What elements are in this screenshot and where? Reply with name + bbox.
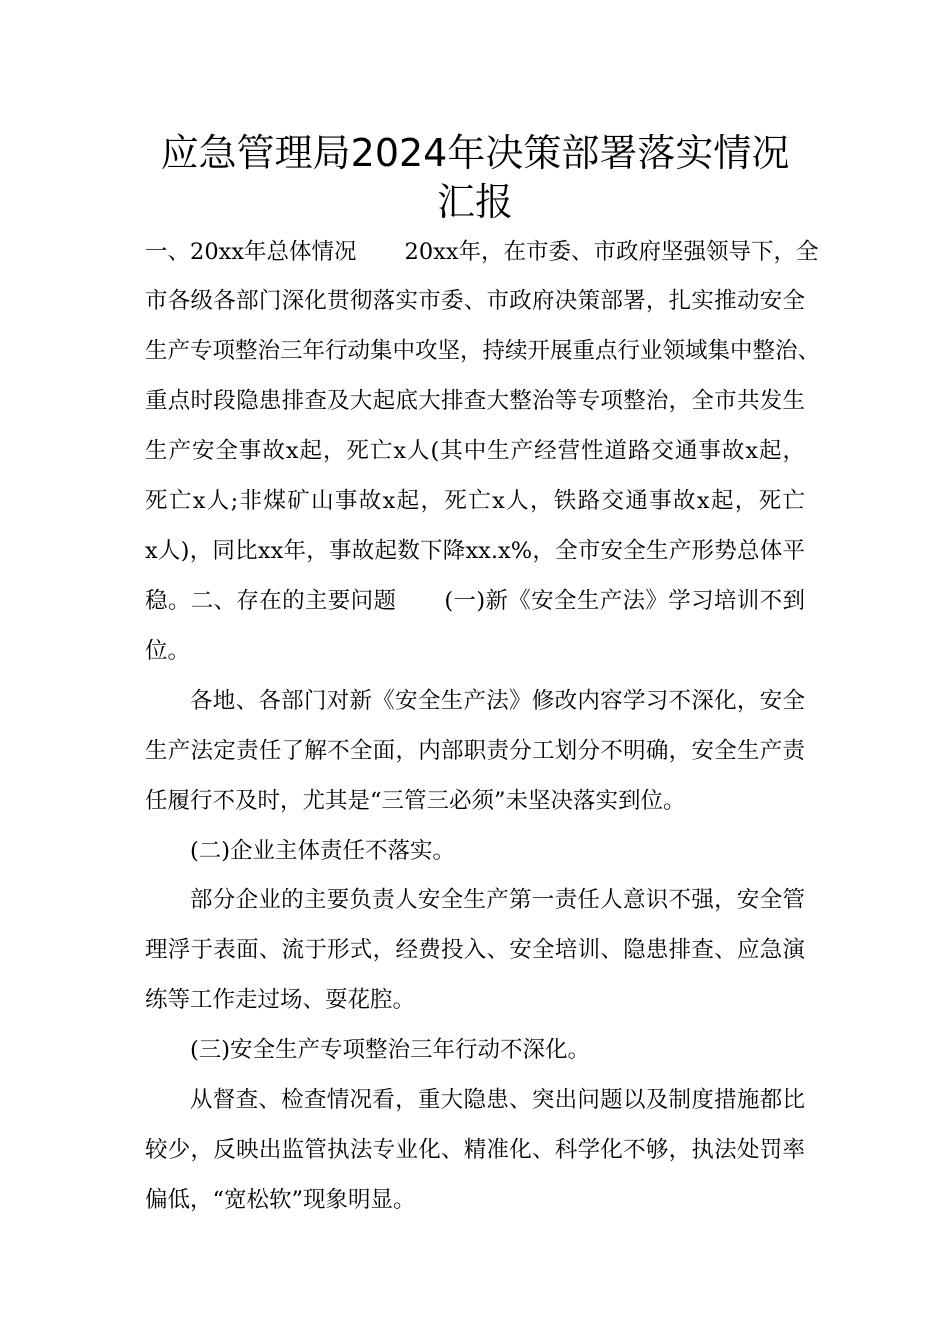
body-line (145, 235, 819, 269)
body-line: 生产专项整治三年行动集中攻坚，持续开展重点行业领域集中整治、 (145, 338, 821, 364)
body-line: 死亡x人;非煤矿山事故x起，死亡x人，铁路交通事故x起，死亡 (145, 488, 805, 514)
body-text: 20xx年，在市委、市政府坚强领导下，全 (404, 239, 819, 265)
paragraph-first-line: 从督查、检查情况看，重大隐患、突出问题以及制度措施都比 (190, 1087, 805, 1113)
body-line: x人)，同比xx年，事故起数下降xx.x%，全市安全生产形势总体平 (145, 538, 805, 564)
section-heading-overview: 一、20xx年总体情况 (145, 239, 357, 265)
body-line: 位。 (145, 638, 191, 664)
subheading-two: (二)企业主体责任不落实。 (190, 838, 456, 864)
body-line: 市各级各部门深化贯彻落实市委、市政府决策部署，扎实推动安全 (145, 288, 805, 314)
body-line: 偏低，“宽松软”现象明显。 (145, 1187, 416, 1213)
body-line: 理浮于表面、流于形式，经费投入、安全培训、隐患排查、应急演 (145, 937, 805, 963)
body-line: 生产安全事故x起，死亡x人(其中生产经营性道路交通事故x起， (145, 438, 805, 464)
body-line: 任履行不及时，尤其是“三管三必须”未坚决落实到位。 (145, 788, 686, 814)
body-line: 重点时段隐患排查及大起底大排查大整治等专项整治，全市共发生 (145, 388, 805, 414)
section-heading-problems: 稳。二、存在的主要问题 (145, 588, 397, 614)
body-line: 练等工作走过场、耍花腔。 (145, 987, 416, 1013)
paragraph-first-line: 各地、各部门对新《安全生产法》修改内容学习不深化，安全 (190, 688, 805, 714)
paragraph-first-line: 部分企业的主要负责人安全生产第一责任人意识不强，安全管 (190, 887, 805, 913)
body-line: 生产法定责任了解不全面，内部职责分工划分不明确，安全生产责 (145, 738, 805, 764)
document-title-continued: 汇报 (436, 180, 513, 224)
body-line: 较少，反映出监管执法专业化、精准化、科学化不够，执法处罚率 (145, 1137, 805, 1163)
subheading-three: (三)安全生产专项整治三年行动不深化。 (190, 1037, 591, 1063)
document-title: 应急管理局2024年决策部署落实情况 (160, 131, 790, 175)
body-line (145, 584, 805, 618)
subheading-one: (一)新《安全生产法》学习培训不到 (444, 588, 805, 614)
